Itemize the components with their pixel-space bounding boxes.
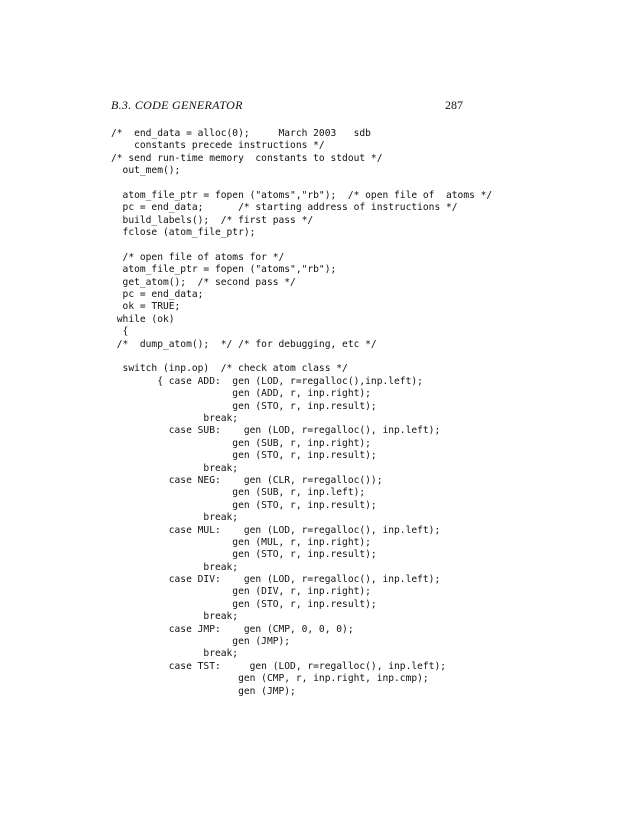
- code-line: /* dump_atom(); */ /* for debugging, etc */: [111, 338, 377, 350]
- code-line: ok = TRUE;: [111, 301, 181, 313]
- code-line: gen (CMP, r, inp.right, inp.cmp);: [111, 673, 429, 685]
- code-line: [111, 240, 492, 252]
- code-line: gen (STO, r, inp.result);: [111, 549, 377, 561]
- code-line: case DIV: gen (LOD, r=regalloc(), inp.left);: [111, 574, 441, 586]
- code-line: gen (JMP);: [111, 636, 291, 648]
- code-line: gen (ADD, r, inp.right);: [111, 388, 371, 400]
- code-line: switch (inp.op) /* check atom class */: [111, 363, 348, 375]
- code-line: break;: [111, 512, 239, 524]
- code-line: {: [111, 326, 129, 338]
- section-title: B.3. CODE GENERATOR: [111, 98, 243, 112]
- running-header: [111, 98, 463, 114]
- code-line: gen (JMP);: [111, 685, 296, 697]
- page-number: 287: [445, 98, 463, 112]
- code-line: case SUB: gen (LOD, r=regalloc(), inp.left);: [111, 425, 441, 437]
- code-line: fclose (atom_file_ptr);: [111, 227, 256, 239]
- code-line: break;: [111, 561, 239, 573]
- code-line: { case ADD: gen (LOD, r=regalloc(),inp.left);: [111, 375, 423, 387]
- code-line: out_mem();: [111, 165, 181, 177]
- code-line: /* end_data = alloc(0); March 2003 sdb: [111, 128, 371, 139]
- code-line: gen (STO, r, inp.result);: [111, 400, 377, 412]
- code-line: /* send run-time memory constants to stdout */: [111, 152, 383, 164]
- code-line: pc = end_data; /* starting address of instructions */: [111, 202, 458, 214]
- code-line: atom_file_ptr = fopen ("atoms","rb");: [111, 264, 337, 276]
- code-line: /* open file of atoms for */: [111, 251, 285, 263]
- code-line: build_labels(); /* first pass */: [111, 214, 314, 226]
- code-line: case MUL: gen (LOD, r=regalloc(), inp.left);: [111, 524, 441, 536]
- code-line: break;: [111, 462, 239, 474]
- code-line: gen (MUL, r, inp.right);: [111, 536, 371, 548]
- code-line: gen (STO, r, inp.result);: [111, 499, 377, 511]
- code-line: pc = end_data;: [111, 289, 204, 301]
- code-line: constants precede instructions */: [111, 140, 325, 152]
- code-line: gen (SUB, r, inp.left);: [111, 487, 366, 499]
- code-line: case NEG: gen (CLR, r=regalloc());: [111, 474, 383, 486]
- code-line: case TST: gen (LOD, r=regalloc(), inp.left);: [111, 660, 447, 672]
- code-listing: [111, 128, 492, 698]
- code-line: gen (STO, r, inp.result);: [111, 450, 377, 462]
- code-line: break;: [111, 412, 239, 424]
- code-line: gen (STO, r, inp.result);: [111, 598, 377, 610]
- code-line: while (ok): [111, 313, 175, 325]
- code-line: gen (SUB, r, inp.right);: [111, 437, 371, 449]
- code-line: case JMP: gen (CMP, 0, 0, 0);: [111, 623, 354, 635]
- code-line: atom_file_ptr = fopen ("atoms","rb"); /* open file of atoms */: [111, 189, 493, 201]
- code-line: [111, 351, 492, 363]
- code-line: break;: [111, 611, 239, 623]
- code-line: get_atom(); /* second pass */: [111, 276, 296, 288]
- code-line: gen (DIV, r, inp.right);: [111, 586, 371, 598]
- code-line: [111, 178, 492, 190]
- code-line: break;: [111, 648, 239, 660]
